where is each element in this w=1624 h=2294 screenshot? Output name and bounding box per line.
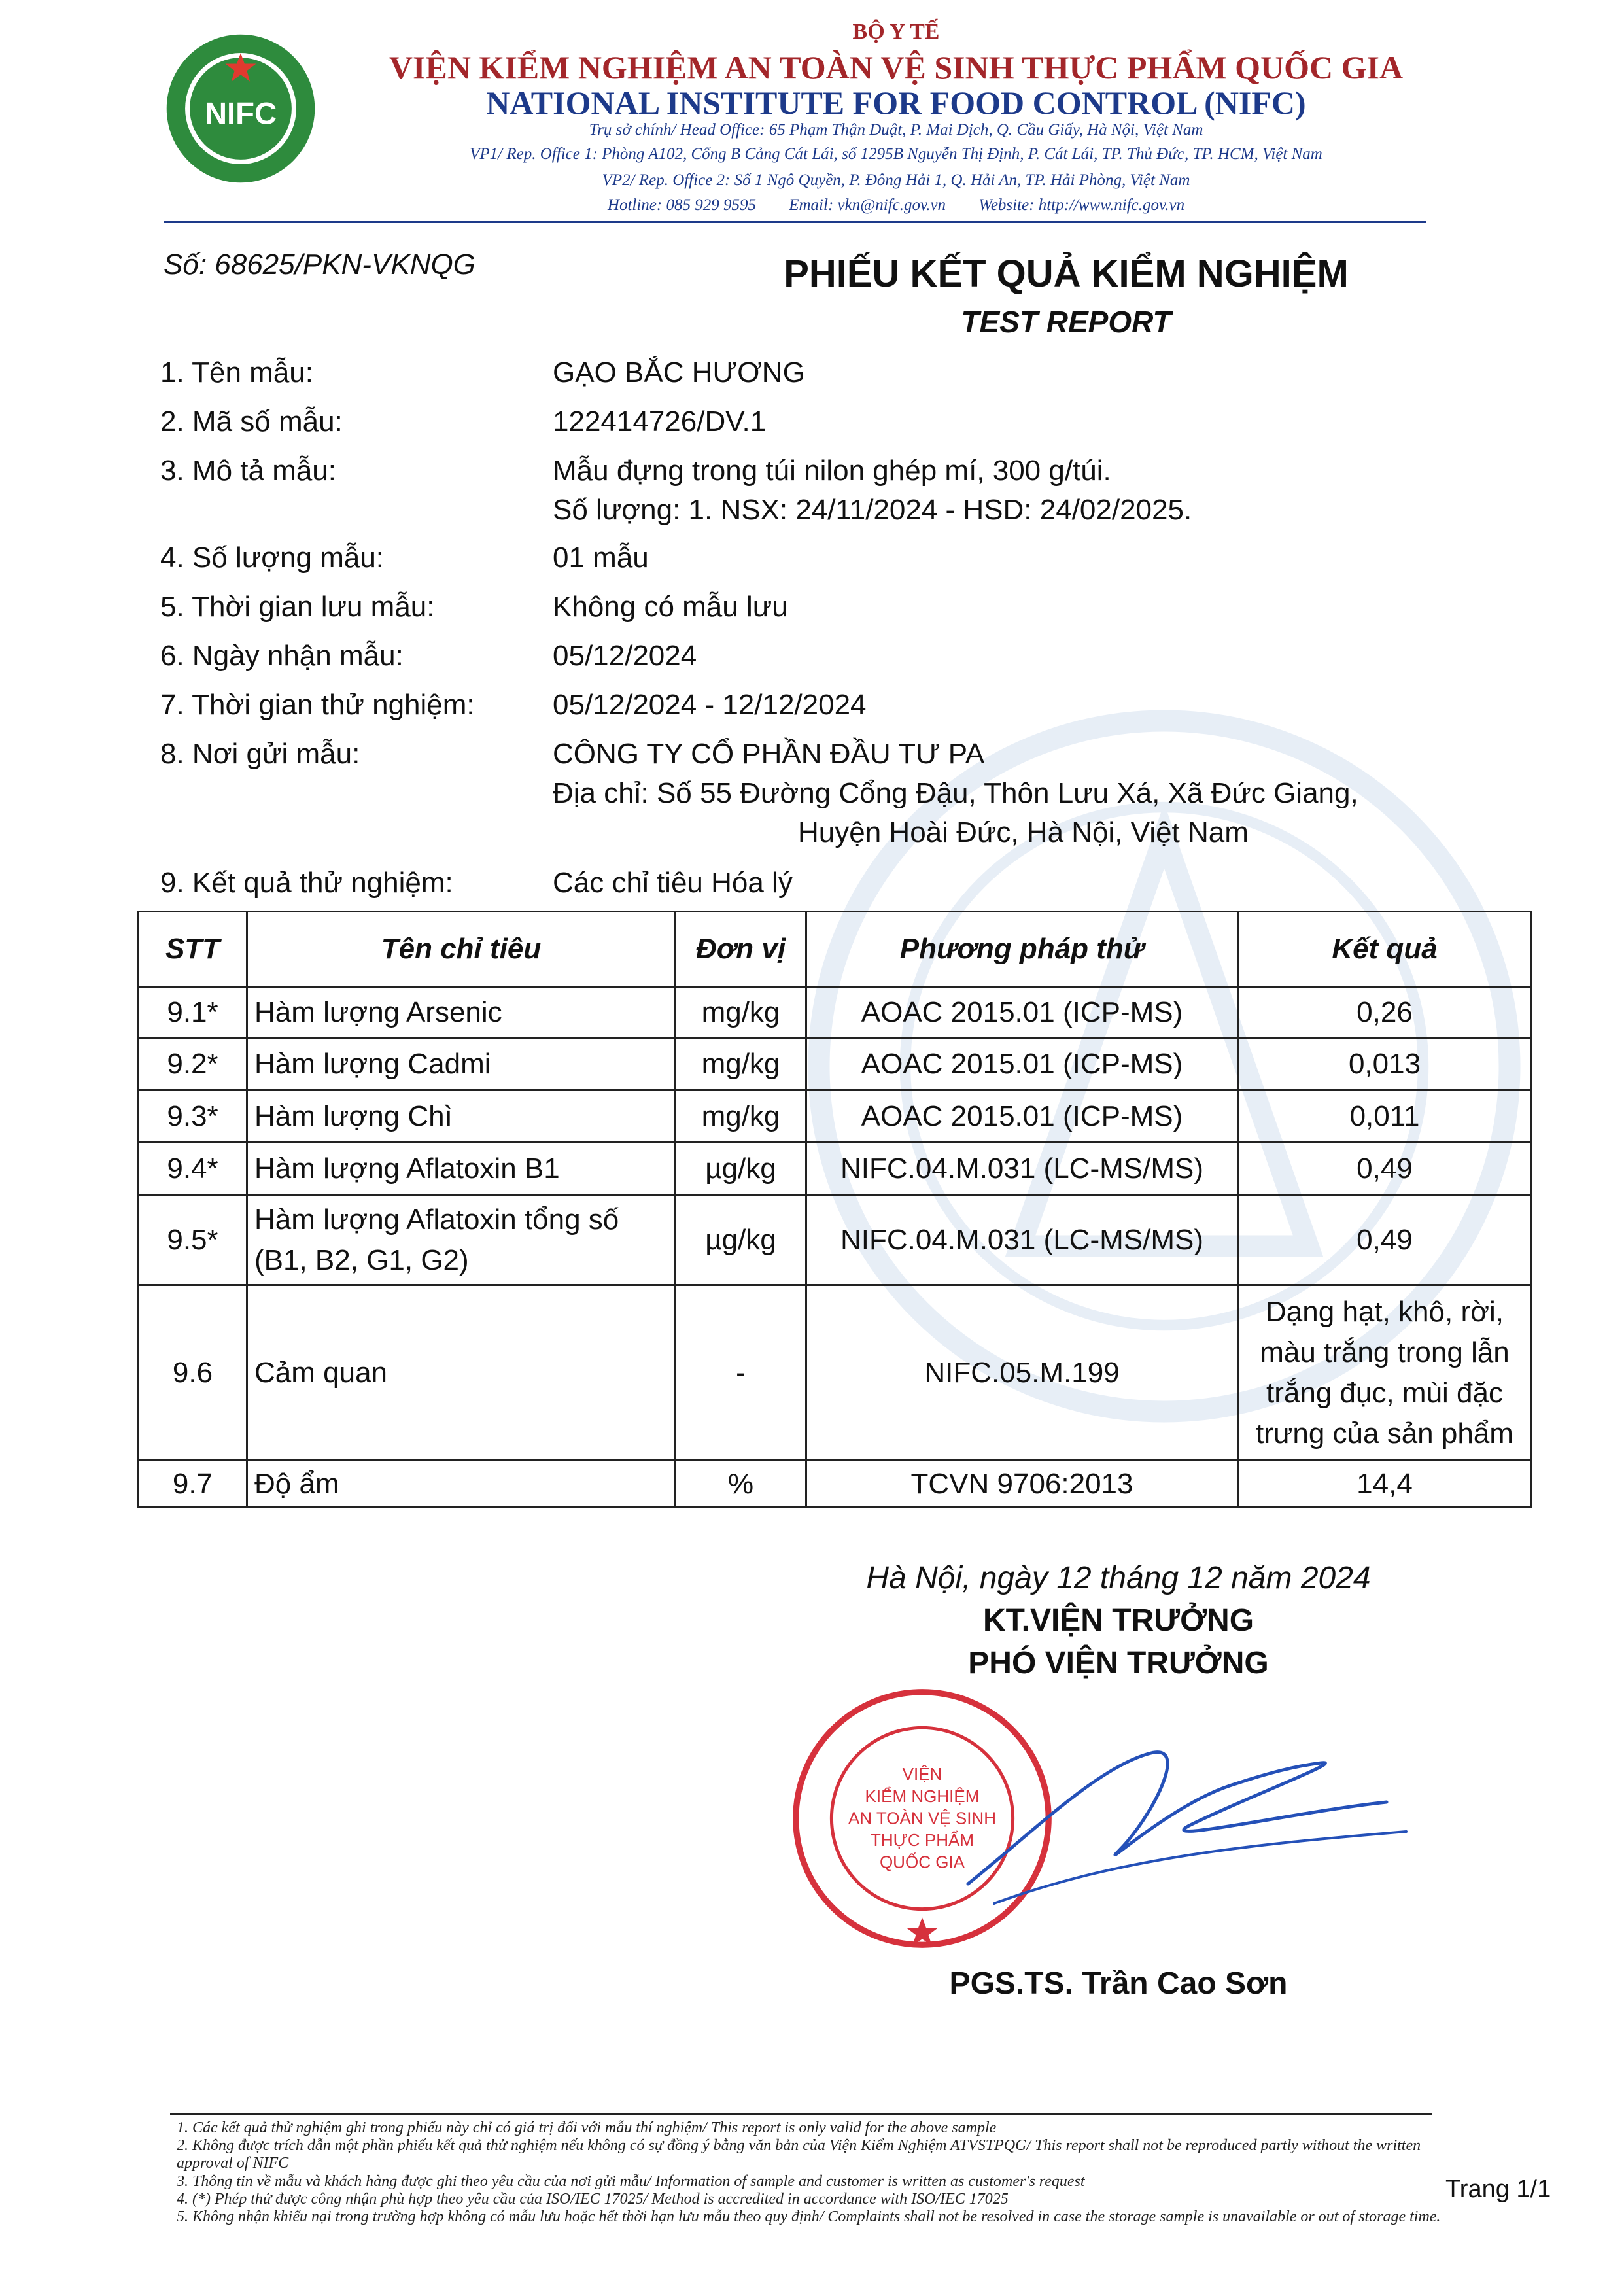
signer-name: PGS.TS. Trần Cao Sơn (949, 1966, 1288, 2001)
cell-stt: 9.3* (139, 1090, 247, 1143)
footer-divider (170, 2113, 1432, 2115)
rep-office-2-address: VP2/ Rep. Office 2: Số 1 Ngô Quyền, P. Đông Hải 1, Q. Hải An, TP. Hải Phòng, Việt Nam (602, 171, 1190, 189)
cell-stt: 9.2* (139, 1038, 247, 1090)
column-header-method: Phương pháp thử (806, 912, 1238, 987)
cell-name: Hàm lượng Aflatoxin B1 (247, 1143, 676, 1195)
footnote: 1. Các kết quả thử nghiệm ghi trong phiếu này chỉ có giá trị đối với mẫu thí nghiệm/ This report is only valid for the above sample (177, 2119, 997, 2136)
info-label: 6. Ngày nhận mẫu: (160, 640, 404, 672)
cell-name: Hàm lượng Cadmi (247, 1038, 676, 1090)
info-label: 2. Mã số mẫu: (160, 406, 343, 438)
info-value-line2: Số lượng: 1. NSX: 24/11/2024 - HSD: 24/02/2025. (553, 494, 1192, 526)
table-row (139, 1461, 1532, 1508)
info-value: Mẫu đựng trong túi nilon ghép mí, 300 g/túi. (553, 455, 1111, 487)
stamp-line: THỰC PHẨM (870, 1830, 975, 1850)
info-label: 8. Nơi gửi mẫu: (160, 738, 360, 770)
cell-unit: mg/kg (676, 987, 806, 1038)
rep-office-1-address: VP1/ Rep. Office 1: Phòng A102, Cổng B Cảng Cát Lái, số 1295B Nguyễn Thị Định, P. Cát Lái, TP. Thủ Đức, TP. HCM, Việt Nam (470, 145, 1322, 163)
hotline: Hotline: 085 929 9595 (607, 196, 756, 214)
footnote: 5. Không nhận khiếu nại trong trường hợp không có mẫu lưu hoặc hết thời hạn lưu mẫu theo quy định/ Complaints shall not be resolved in case the storage sample is unavailable or out of storage time. (177, 2208, 1441, 2225)
cell-unit: mg/kg (676, 1090, 806, 1143)
cell-result: Dạng hạt, khô, rời, màu trắng trong lẫn trắng đục, mùi đặc trưng của sản phẩm (1238, 1285, 1532, 1461)
contact-row (314, 196, 1478, 215)
table-row (139, 1285, 1532, 1461)
cell-result: 0,26 (1238, 987, 1532, 1038)
cell-result: 0,011 (1238, 1090, 1532, 1143)
info-value: 05/12/2024 - 12/12/2024 (553, 689, 867, 721)
table-row (139, 1143, 1532, 1195)
cell-stt: 9.6 (139, 1285, 247, 1461)
stamp-line: VIỆN (902, 1764, 942, 1784)
cell-unit: mg/kg (676, 1038, 806, 1090)
info-value: Không có mẫu lưu (553, 591, 788, 623)
column-header-stt: STT (139, 912, 247, 987)
info-value-line3: Huyện Hoài Đức, Hà Nội, Việt Nam (798, 816, 1249, 848)
report-subtitle: TEST REPORT (961, 305, 1171, 339)
table-row (139, 1090, 1532, 1143)
page-number: Trang 1/1 (1445, 2176, 1551, 2203)
footnote: 4. (*) Phép thử được công nhận phù hợp theo yêu cầu của ISO/IEC 17025/ Method is accredited in accordance with ISO/IEC 17025 (177, 2191, 1009, 2208)
head-office-address: Trụ sở chính/ Head Office: 65 Phạm Thận Duật, P. Mai Dịch, Q. Cầu Giấy, Hà Nội, Việt Nam (589, 121, 1203, 139)
header-divider (164, 221, 1426, 223)
cell-name: Cảm quan (247, 1285, 676, 1461)
table-row (139, 987, 1532, 1038)
cell-unit: % (676, 1461, 806, 1508)
info-label: 7. Thời gian thử nghiệm: (160, 689, 475, 721)
info-label: 4. Số lượng mẫu: (160, 542, 385, 574)
logo-text: NIFC (204, 96, 277, 131)
cell-stt: 9.4* (139, 1143, 247, 1195)
column-header-unit: Đơn vị (676, 912, 806, 987)
info-label: 9. Kết quả thử nghiệm: (160, 867, 453, 899)
table-header-row (139, 912, 1532, 987)
cell-unit: - (676, 1285, 806, 1461)
cell-result: 14,4 (1238, 1461, 1532, 1508)
cell-name: Hàm lượng Aflatoxin tổng số (B1, B2, G1, G2) (247, 1195, 676, 1285)
cell-result: 0,49 (1238, 1195, 1532, 1285)
column-header-result: Kết quả (1238, 912, 1532, 987)
cell-method: AOAC 2015.01 (ICP-MS) (806, 1090, 1238, 1143)
cell-unit: µg/kg (676, 1195, 806, 1285)
email-link[interactable]: Email: vkn@nifc.gov.vn (789, 196, 946, 214)
cell-result: 0,013 (1238, 1038, 1532, 1090)
info-value: 05/12/2024 (553, 640, 697, 672)
signing-place-date: Hà Nội, ngày 12 tháng 12 năm 2024 (866, 1561, 1371, 1595)
cell-stt: 9.1* (139, 987, 247, 1038)
info-label: 1. Tên mẫu: (160, 356, 313, 389)
footnote: 3. Thông tin về mẫu và khách hàng được ghi theo yêu cầu của nơi gửi mẫu/ Information of sample and customer is written as customer's request (177, 2173, 1085, 2190)
cell-method: NIFC.04.M.031 (LC-MS/MS) (806, 1195, 1238, 1285)
cell-name: Độ ẩm (247, 1461, 676, 1508)
info-label: 3. Mô tả mẫu: (160, 455, 337, 487)
signer-title-2: PHÓ VIỆN TRƯỞNG (968, 1646, 1269, 1680)
cell-method: NIFC.04.M.031 (LC-MS/MS) (806, 1143, 1238, 1195)
footnote: 2. Không được trích dẫn một phần phiếu kết quả thử nghiệm nếu không có sự đồng ý bằng văn bản của Viện Kiểm Nghiệm ATVSTPQG/ This report shall not be reproduced partly without the written approval of NIFC (177, 2137, 1421, 2172)
cell-unit: µg/kg (676, 1143, 806, 1195)
cell-result: 0,49 (1238, 1143, 1532, 1195)
cell-name: Hàm lượng Chì (247, 1090, 676, 1143)
stamp-line: AN TOÀN VỆ SINH (848, 1808, 997, 1828)
nifc-logo (164, 31, 318, 186)
report-title: PHIẾU KẾT QUẢ KIỂM NGHIỆM (784, 252, 1349, 295)
info-value: Các chỉ tiêu Hóa lý (553, 867, 793, 899)
institute-name-vi: VIỆN KIỂM NGHIỆM AN TOÀN VỆ SINH THỰC PHẨM QUỐC GIA (389, 49, 1404, 86)
cell-method: TCVN 9706:2013 (806, 1461, 1238, 1508)
cell-method: AOAC 2015.01 (ICP-MS) (806, 987, 1238, 1038)
stamp-line: KIỂM NGHIỆM (865, 1786, 980, 1806)
signer-title-1: KT.VIỆN TRƯỞNG (982, 1603, 1254, 1638)
column-header-name: Tên chỉ tiêu (247, 912, 676, 987)
institute-name-en: NATIONAL INSTITUTE FOR FOOD CONTROL (NIFC) (486, 84, 1306, 121)
info-value: GẠO BẮC HƯƠNG (553, 356, 805, 389)
table-row (139, 1038, 1532, 1090)
results-table (137, 911, 1532, 1508)
cell-method: NIFC.05.M.199 (806, 1285, 1238, 1461)
report-number: Số: 68625/PKN-VKNQG (164, 249, 475, 281)
info-value: 122414726/DV.1 (553, 406, 767, 438)
stamp-line: QUỐC GIA (879, 1852, 965, 1872)
ministry-name: BỘ Y TẾ (852, 20, 940, 44)
info-value: 01 mẫu (553, 542, 649, 574)
table-row (139, 1195, 1532, 1285)
cell-name: Hàm lượng Arsenic (247, 987, 676, 1038)
website-link[interactable]: Website: http://www.nifc.gov.vn (978, 196, 1185, 214)
cell-stt: 9.5* (139, 1195, 247, 1285)
info-value: CÔNG TY CỔ PHẦN ĐẦU TƯ PA (553, 738, 985, 770)
info-value-line2: Địa chỉ: Số 55 Đường Cổng Đậu, Thôn Lưu Xá, Xã Đức Giang, (553, 777, 1358, 809)
info-label: 5. Thời gian lưu mẫu: (160, 591, 435, 623)
handwritten-signature (955, 1727, 1413, 1923)
cell-stt: 9.7 (139, 1461, 247, 1508)
cell-method: AOAC 2015.01 (ICP-MS) (806, 1038, 1238, 1090)
